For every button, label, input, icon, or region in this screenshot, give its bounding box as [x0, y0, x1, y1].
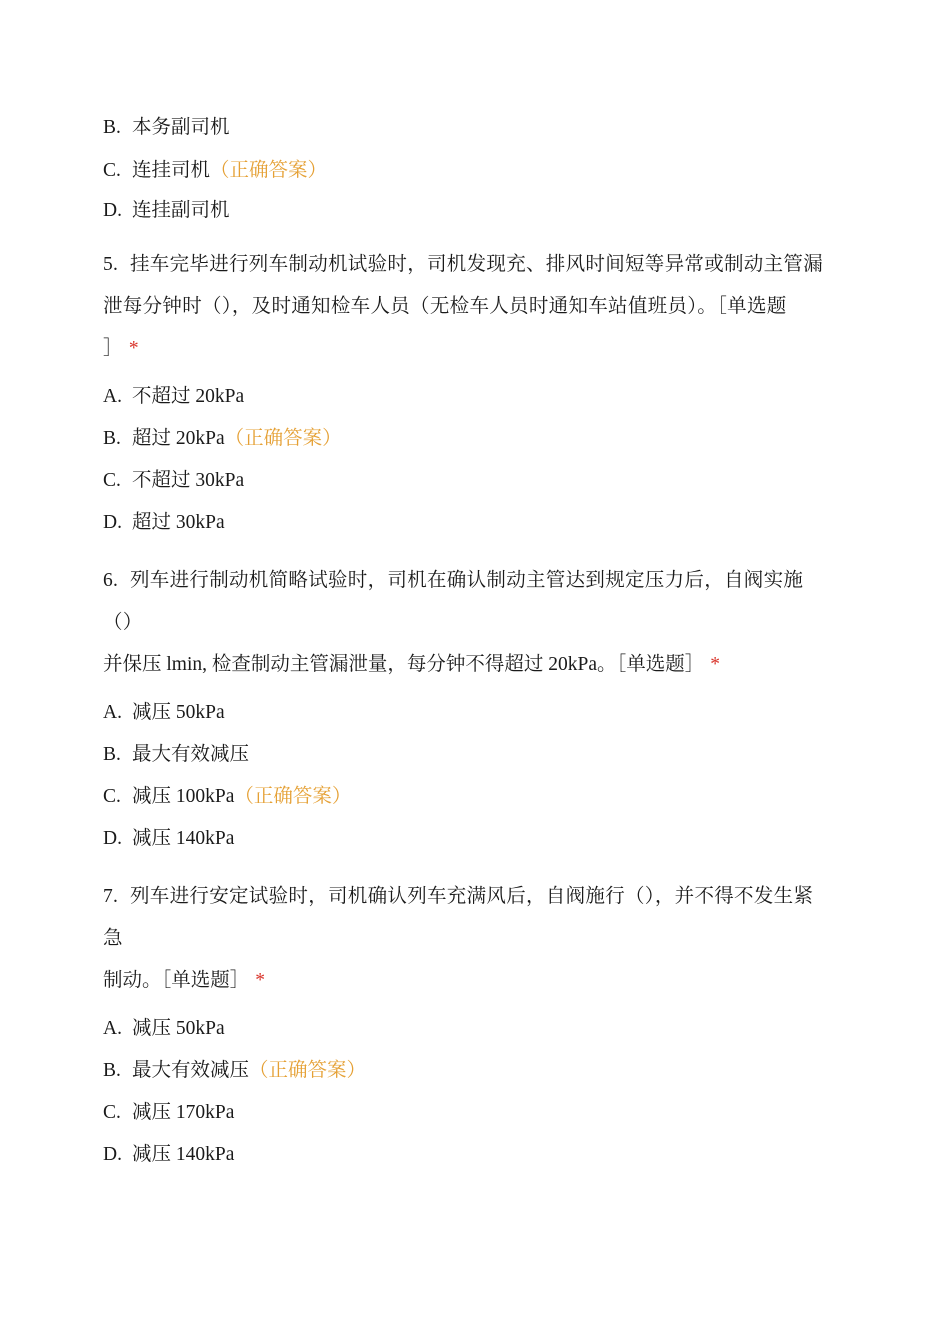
question-text [103, 336, 139, 362]
option-letter: C. [103, 786, 121, 807]
option-letter: C. [103, 470, 121, 491]
question-text [103, 884, 813, 910]
question-line: 并保压 lmin, 检查制动主管漏泄量，每分钟不得超过 20kPa。［单选题］ [103, 654, 705, 675]
question-number: 6. [103, 570, 119, 591]
question-text [103, 926, 123, 952]
correct-answer-mark: （正确答案） [210, 160, 328, 181]
option-item [103, 826, 234, 852]
option-item [103, 510, 225, 536]
correct-answer-mark: （正确答案） [249, 1060, 367, 1081]
option-text: 减压 140kPa [132, 1144, 235, 1165]
option-letter: B. [103, 744, 121, 765]
option-text: 连挂副司机 [132, 200, 230, 221]
question-line: 急 [103, 928, 123, 949]
option-item [103, 784, 351, 810]
question-text [103, 968, 265, 994]
question-line: 制动。［单选题］ [103, 970, 250, 991]
option-item [103, 700, 225, 726]
option-text: 减压 100kPa [132, 786, 235, 807]
option-letter: B. [103, 1060, 121, 1081]
option-item [103, 198, 230, 224]
option-letter: B. [103, 428, 121, 449]
option-letter: C. [103, 1102, 121, 1123]
option-text: 不超过 30kPa [132, 470, 245, 491]
option-text: 减压 50kPa [132, 702, 225, 723]
option-letter: D. [103, 512, 122, 533]
option-item [103, 384, 244, 410]
question-line: （） [103, 612, 143, 633]
option-item [103, 742, 249, 768]
option-letter: D. [103, 828, 122, 849]
option-text: 连挂司机 [132, 160, 211, 181]
question-text [103, 652, 720, 678]
option-text: 最大有效减压 [132, 1060, 250, 1081]
option-item [103, 426, 342, 452]
option-text: 最大有效减压 [132, 744, 250, 765]
option-item [103, 1142, 234, 1168]
option-item [103, 1100, 234, 1126]
option-letter: A. [103, 1018, 122, 1039]
question-text [103, 610, 143, 636]
option-text: 超过 30kPa [132, 512, 225, 533]
question-line: 列车进行安定试验时，司机确认列车充满风后，自阀施行（），并不得不发生紧 [130, 886, 814, 907]
question-number: 7. [103, 886, 119, 907]
question-text [103, 252, 823, 278]
required-marker: * [128, 338, 139, 359]
question-text [103, 568, 803, 594]
option-item [103, 1016, 225, 1042]
option-letter: D. [103, 1144, 122, 1165]
option-letter: D. [103, 200, 122, 221]
question-line: 挂车完毕进行列车制动机试验时，司机发现充、排风时间短等异常或制动主管漏 [130, 254, 824, 275]
question-line: 列车进行制动机简略试验时，司机在确认制动主管达到规定压力后，自阀实施 [130, 570, 804, 591]
option-text: 本务副司机 [132, 117, 230, 138]
question-number: 5. [103, 254, 119, 275]
option-item [103, 468, 244, 494]
document-page [103, 0, 848, 1344]
question-line: ］ [103, 338, 123, 359]
question-line: 泄每分钟时（），及时通知检车人员（无检车人员时通知车站值班员）。［单选题 [103, 296, 787, 317]
option-item [103, 1058, 366, 1084]
option-letter: A. [103, 386, 122, 407]
option-text: 减压 50kPa [132, 1018, 225, 1039]
option-text: 不超过 20kPa [132, 386, 245, 407]
option-item [103, 158, 327, 184]
question-text [103, 294, 787, 320]
option-text: 减压 140kPa [132, 828, 235, 849]
option-letter: B. [103, 117, 121, 138]
correct-answer-mark: （正确答案） [224, 428, 342, 449]
option-text: 减压 170kPa [132, 1102, 235, 1123]
required-marker: * [710, 654, 721, 675]
option-letter: A. [103, 702, 122, 723]
option-item [103, 115, 230, 141]
option-letter: C. [103, 160, 121, 181]
required-marker: * [255, 970, 266, 991]
correct-answer-mark: （正确答案） [234, 786, 352, 807]
option-text: 超过 20kPa [132, 428, 225, 449]
